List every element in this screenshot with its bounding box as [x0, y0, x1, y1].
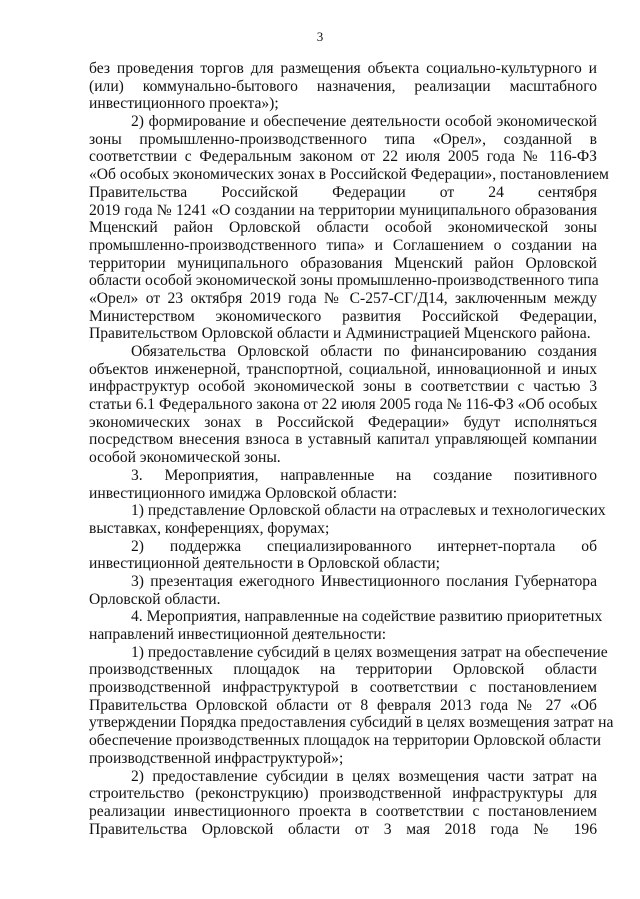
text-line: инфраструктур особой экономической зоны в соответствии с частью 3	[89, 378, 597, 396]
text-line: производственных площадок на территории Орловской области	[89, 661, 597, 679]
text-line: объектов инженерной, транспортной, социальной, инновационной и иных	[89, 360, 597, 378]
text-line: Министерством экономического развития Российской Федерации,	[89, 307, 597, 325]
text-line: Орловской области.	[89, 590, 221, 608]
text-line: 3) презентация ежегодного Инвестиционного послания Губернатора	[131, 572, 597, 590]
text-line: утверждении Порядка предоставления субсидий в целях возмещения затрат на	[89, 714, 614, 732]
text-line: 2) предоставление субсидии в целях возмещения части затрат на	[131, 767, 597, 785]
text-line: посредством внесения взноса в уставный капитал управляющей компании	[89, 431, 597, 449]
page-number: 3	[316, 29, 324, 44]
text-line: территории муниципального образования Мценский район Орловской	[89, 254, 597, 272]
text-line: Правительством Орловской области и Администрацией Мценского района.	[89, 325, 591, 343]
text-line: инвестиционного имиджа Орловской области:	[89, 484, 398, 502]
text-line: особой экономической зоны.	[89, 449, 281, 467]
text-line: Правительства Орловской области от 8 февраля 2013 года № 27 «Об	[89, 696, 597, 714]
text-line: инвестиционного проекта»);	[89, 95, 279, 113]
text-line: Обязательства Орловской области по финансированию создания	[131, 343, 597, 360]
text-line: выставках, конференциях, форумах;	[89, 519, 330, 537]
text-line: Правительства Орловской области от 3 мая 2018 года № 196	[89, 820, 597, 838]
text-line: направлений инвестиционной деятельности:	[89, 626, 387, 643]
text-line: без проведения торгов для размещения объекта социально-культурного и	[89, 60, 597, 77]
text-line: производственной инфраструктурой»;	[89, 749, 344, 767]
text-line: «Об особых экономических зонах в Российской Федерации», постановлением	[89, 166, 609, 184]
text-line: статьи 6.1 Федерального закона от 22 июля 2005 года № 116-ФЗ «Об особых	[89, 396, 598, 414]
document-body	[89, 60, 614, 838]
text-line: 2) формирование и обеспечение деятельности особой экономической	[131, 113, 597, 131]
text-line: 4. Мероприятия, направленные на содействие развитию приоритетных	[131, 608, 603, 626]
text-line: промышленно-производственного типа» и Соглашением о создании на	[89, 236, 597, 254]
text-line: Правительства Российской Федерации от 24 сентября	[89, 183, 597, 201]
text-line: инвестиционной деятельности в Орловской области;	[89, 555, 440, 573]
text-line: реализации инвестиционного проекта в соответствии с постановлением	[89, 802, 597, 820]
text-line: строительство (реконструкцию) производственной инфраструктуры для	[89, 785, 597, 803]
text-line: 3. Мероприятия, направленные на создание позитивного	[131, 466, 597, 484]
text-line: экономических зонах в Российской Федерации» будут исполняться	[89, 413, 597, 431]
text-line: (или) коммунально-бытового назначения, реализации масштабного	[89, 77, 597, 95]
text-line: обеспечение производственных площадок на территории Орловской области	[89, 732, 601, 750]
text-line: 2019 года № 1241 «О создании на территории муниципального образования	[89, 201, 597, 219]
text-line: «Орел» от 23 октября 2019 года № С-257-СГ/Д14, заключенным между	[89, 289, 597, 307]
text-line: области особой экономической зоны промышленно-производственного типа	[89, 272, 599, 290]
text-line: зоны промышленно-производственного типа «Орел», созданной в	[89, 130, 597, 148]
text-line: 2) поддержка специализированного интернет-портала об	[131, 537, 597, 555]
text-line: соответствии с Федеральным законом от 22 июля 2005 года № 116-ФЗ	[89, 148, 597, 166]
text-line: 1) представление Орловской области на отраслевых и технологических	[131, 502, 606, 520]
text-line: 1) предоставление субсидий в целях возмещения затрат на обеспечение	[131, 643, 608, 661]
text-line: Мценский район Орловской области особой экономической зоны	[89, 219, 597, 237]
text-line: производственной инфраструктурой в соответствии с постановлением	[89, 679, 597, 697]
